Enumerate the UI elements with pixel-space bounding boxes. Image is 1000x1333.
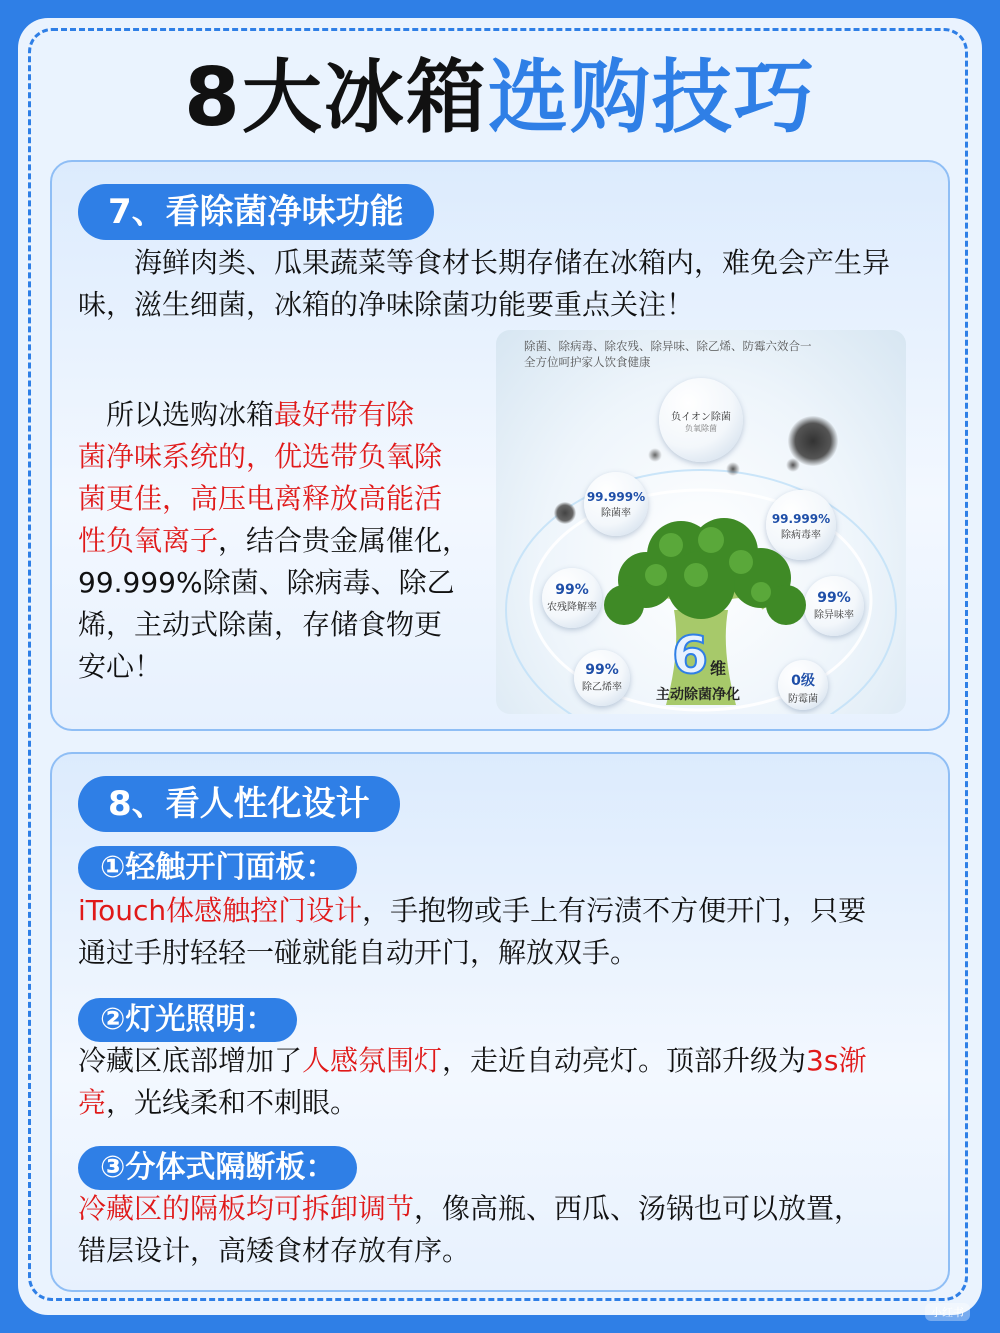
stat-value: 99.999%	[586, 490, 646, 504]
text-line	[78, 478, 488, 520]
ion-bubble-title: 负イオン除菌	[671, 412, 731, 423]
stat-value: 0级	[791, 673, 815, 689]
plain-text: ，手抱物或手上有污渍不方便开门，只要	[362, 894, 867, 927]
text-line	[78, 562, 488, 604]
section7-intro: 海鲜肉类、瓜果蔬菜等食材长期存储在冰箱内，难免会产生异味，滋生细菌，冰箱的净味除菌功能要重点关注！	[78, 246, 891, 321]
ion-bubble-sub: 负氧除菌	[685, 424, 717, 433]
plain-text: ，走近自动亮灯。顶部升级为	[442, 1044, 807, 1077]
plain-text: 所以选购冰箱	[78, 398, 275, 431]
stat-label: 防霉菌	[788, 694, 818, 705]
plain-text: 错层设计，高矮食材存放有序。	[78, 1234, 471, 1267]
stat-value: 99%	[817, 590, 851, 606]
six-dimension-number: 6	[672, 626, 709, 686]
highlight-text: 3s渐	[806, 1044, 867, 1077]
section7-paragraph	[78, 394, 488, 688]
image-bottom-label: 主动除菌净化	[656, 687, 740, 703]
highlight-text: 最好带有除	[274, 398, 415, 431]
stat-label: 除病毒率	[781, 530, 821, 541]
item2-text	[78, 1040, 938, 1124]
highlight-text: 冷藏区的隔板均可拆卸调节	[78, 1192, 415, 1225]
watermark: 小红书	[925, 1303, 970, 1321]
text-line	[78, 932, 938, 974]
text-line	[78, 1040, 938, 1082]
wei-label: 维	[710, 659, 727, 678]
item3-subheading: ③分体式隔断板：	[78, 1146, 357, 1190]
item1-subheading: ①轻触开门面板：	[78, 846, 357, 890]
item3-text	[78, 1188, 938, 1272]
text-line	[78, 520, 488, 562]
highlight-text: 性负氧离子	[78, 524, 219, 557]
stat-label: 除乙烯率	[582, 682, 622, 693]
text-line	[78, 1082, 938, 1124]
plain-text: ，结合贵金属催化，	[218, 524, 471, 557]
plain-text: ，光线柔和不刺眼。	[106, 1086, 359, 1119]
stat-value: 99%	[585, 662, 619, 678]
text-line	[78, 1230, 938, 1272]
item2-subheading: ②灯光照明：	[78, 998, 297, 1042]
highlight-text: 人感氛围灯	[302, 1044, 443, 1077]
broccoli-sterilization-image	[496, 330, 906, 714]
plain-text: 99.999%除菌、除病毒、除乙	[78, 566, 455, 599]
section8-heading: 8、看人性化设计	[78, 776, 400, 832]
image-caption-line1: 除菌、除病毒、除农残、除异味、除乙烯、防霉六效合一	[524, 339, 812, 353]
text-line	[78, 394, 488, 436]
stat-label: 除异味率	[814, 610, 854, 621]
highlight-text: 菌净味系统的，优选带负氧除	[78, 440, 443, 473]
section7-heading: 7、看除菌净味功能	[78, 184, 434, 240]
highlight-text: 亮	[78, 1086, 107, 1119]
plain-text: 烯，主动式除菌，存储食物更	[78, 608, 443, 641]
text-line	[78, 436, 488, 478]
section8-card	[50, 752, 950, 1292]
item1-text	[78, 890, 938, 974]
title-part-blue: 选购技巧	[487, 51, 816, 144]
stat-label: 农残降解率	[547, 602, 597, 613]
section7-card	[50, 160, 950, 731]
plain-text: 冷藏区底部增加了	[78, 1044, 303, 1077]
text-line	[78, 1188, 938, 1230]
title-part-black: 8大冰箱	[184, 51, 488, 144]
text-line	[78, 890, 938, 932]
plain-text: ，像高瓶、西瓜、汤锅也可以放置，	[414, 1192, 863, 1225]
highlight-text: 菌更佳，高压电离释放高能活	[78, 482, 443, 515]
plain-text: 安心！	[78, 650, 163, 683]
plain-text: 通过手肘轻轻一碰就能自动开门，解放双手。	[78, 936, 639, 969]
page-title	[0, 48, 1000, 148]
highlight-text: iTouch体感触控门设计	[78, 894, 363, 927]
text-line	[78, 646, 488, 688]
stat-value: 99%	[555, 582, 589, 598]
stat-value: 99.999%	[771, 512, 831, 526]
stat-label: 除菌率	[601, 508, 631, 519]
text-line	[78, 604, 488, 646]
image-caption-line2: 全方位呵护家人饮食健康	[524, 355, 651, 369]
